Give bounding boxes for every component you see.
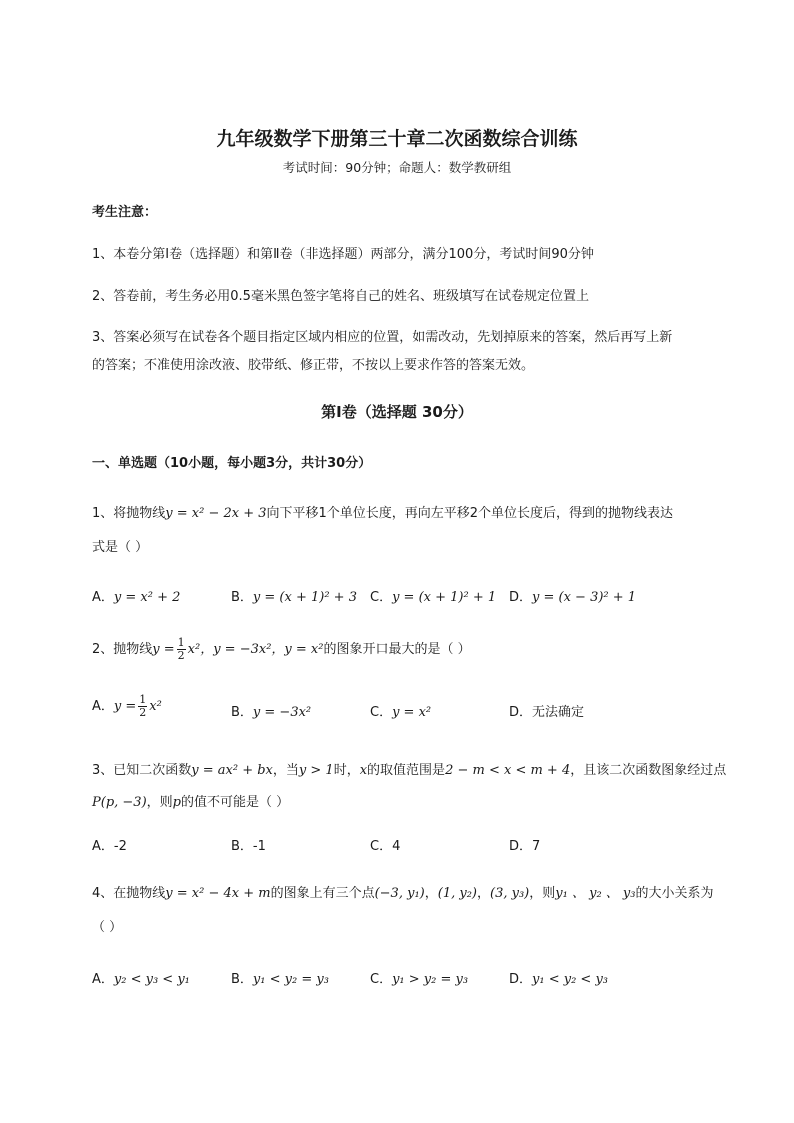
- notice-item-2: 2、答卷前，考生务必用0.5毫米黑色签字笔将自己的姓名、班级填写在试卷规定位置上: [92, 289, 589, 304]
- page-title: 九年级数学下册第三十章二次函数综合训练: [216, 128, 578, 150]
- q3-option-d[interactable]: D．7: [509, 839, 541, 854]
- notice-item-3-cont: 的答案；不准使用涂改液、胶带纸、修正带，不按以上要求作答的答案无效。: [92, 358, 535, 373]
- q4-option-d[interactable]: D．y₁ < y₂ < y₃: [509, 972, 608, 987]
- q3-option-b[interactable]: B．-1: [231, 839, 266, 854]
- q1-option-c[interactable]: C．y = (x + 1)² + 1: [370, 590, 497, 605]
- q2-option-d[interactable]: D．无法确定: [509, 705, 585, 720]
- q1-post: 向下平移1个单位长度，再向左平移2个单位长度后，得到的抛物线表达: [266, 506, 674, 521]
- question-4-stem: 4、在抛物线y = x² − 4x + m的图象上有三个点(−3, y₁)，(1, y₂)，(3, y₃)，则y₁ 、 y₂ 、 y₃的大小关系为: [92, 886, 714, 901]
- section-heading: 一、单选题（10小题，每小题3分，共计30分）: [92, 456, 372, 471]
- notice-heading: 考生注意：: [92, 205, 158, 220]
- q2-option-b[interactable]: B．y = −3x²: [231, 705, 312, 720]
- question-3-stem: 3、已知二次函数y = ax² + bx，当y > 1时，x的取值范围是2 − m < x < m + 4，且该二次函数图象经过点: [92, 763, 727, 778]
- q3-option-c[interactable]: C．4: [370, 839, 401, 854]
- question-1-stem-line2: 式是（ ）: [92, 540, 149, 555]
- notice-item-1: 1、本卷分第I卷（选择题）和第Ⅱ卷（非选择题）两部分，满分100分，考试时间90分钟: [92, 247, 594, 262]
- q1-option-b[interactable]: B．y = (x + 1)² + 3: [231, 590, 357, 605]
- part1-title: 第I卷（选择题 30分）: [321, 403, 473, 421]
- q4-option-c[interactable]: C．y₁ > y₂ = y₃: [370, 972, 469, 987]
- notice-item-3: 3、答案必须写在试卷各个题目指定区域内相应的位置，如需改动，先划掉原来的答案，然后再写上新: [92, 330, 673, 345]
- question-3-stem-line2: P(p, −3)，则p的值不可能是（ ）: [92, 795, 290, 810]
- q2-option-a[interactable]: A．y = $\frac{1}{2}$ x²: [92, 693, 162, 719]
- q2-fraction: $\frac{1}{2}$: [177, 636, 185, 662]
- q3-option-a[interactable]: A．-2: [92, 839, 127, 854]
- page-subtitle: 考试时间：90分钟；命题人：数学教研组: [282, 160, 512, 175]
- q4-option-b[interactable]: B．y₁ < y₂ = y₃: [231, 972, 329, 987]
- q1-option-a[interactable]: A．y = x² + 2: [92, 590, 181, 605]
- q1-expr: y = x² − 2x + 3: [165, 506, 267, 521]
- q1-option-d[interactable]: D．y = (x − 3)² + 1: [509, 590, 637, 605]
- q1-pre: 1、将抛物线: [92, 506, 166, 521]
- question-1-stem: [92, 502, 673, 521]
- question-2-stem: 2、抛物线y = $\frac{1}{2}$ x²，y = −3x²，y = x²的图象开口最大的是（ ）: [92, 636, 471, 662]
- q2-option-c[interactable]: C．y = x²: [370, 705, 432, 720]
- question-4-stem-line2: （ ）: [92, 920, 123, 935]
- q4-option-a[interactable]: A．y₂ < y₃ < y₁: [92, 972, 190, 987]
